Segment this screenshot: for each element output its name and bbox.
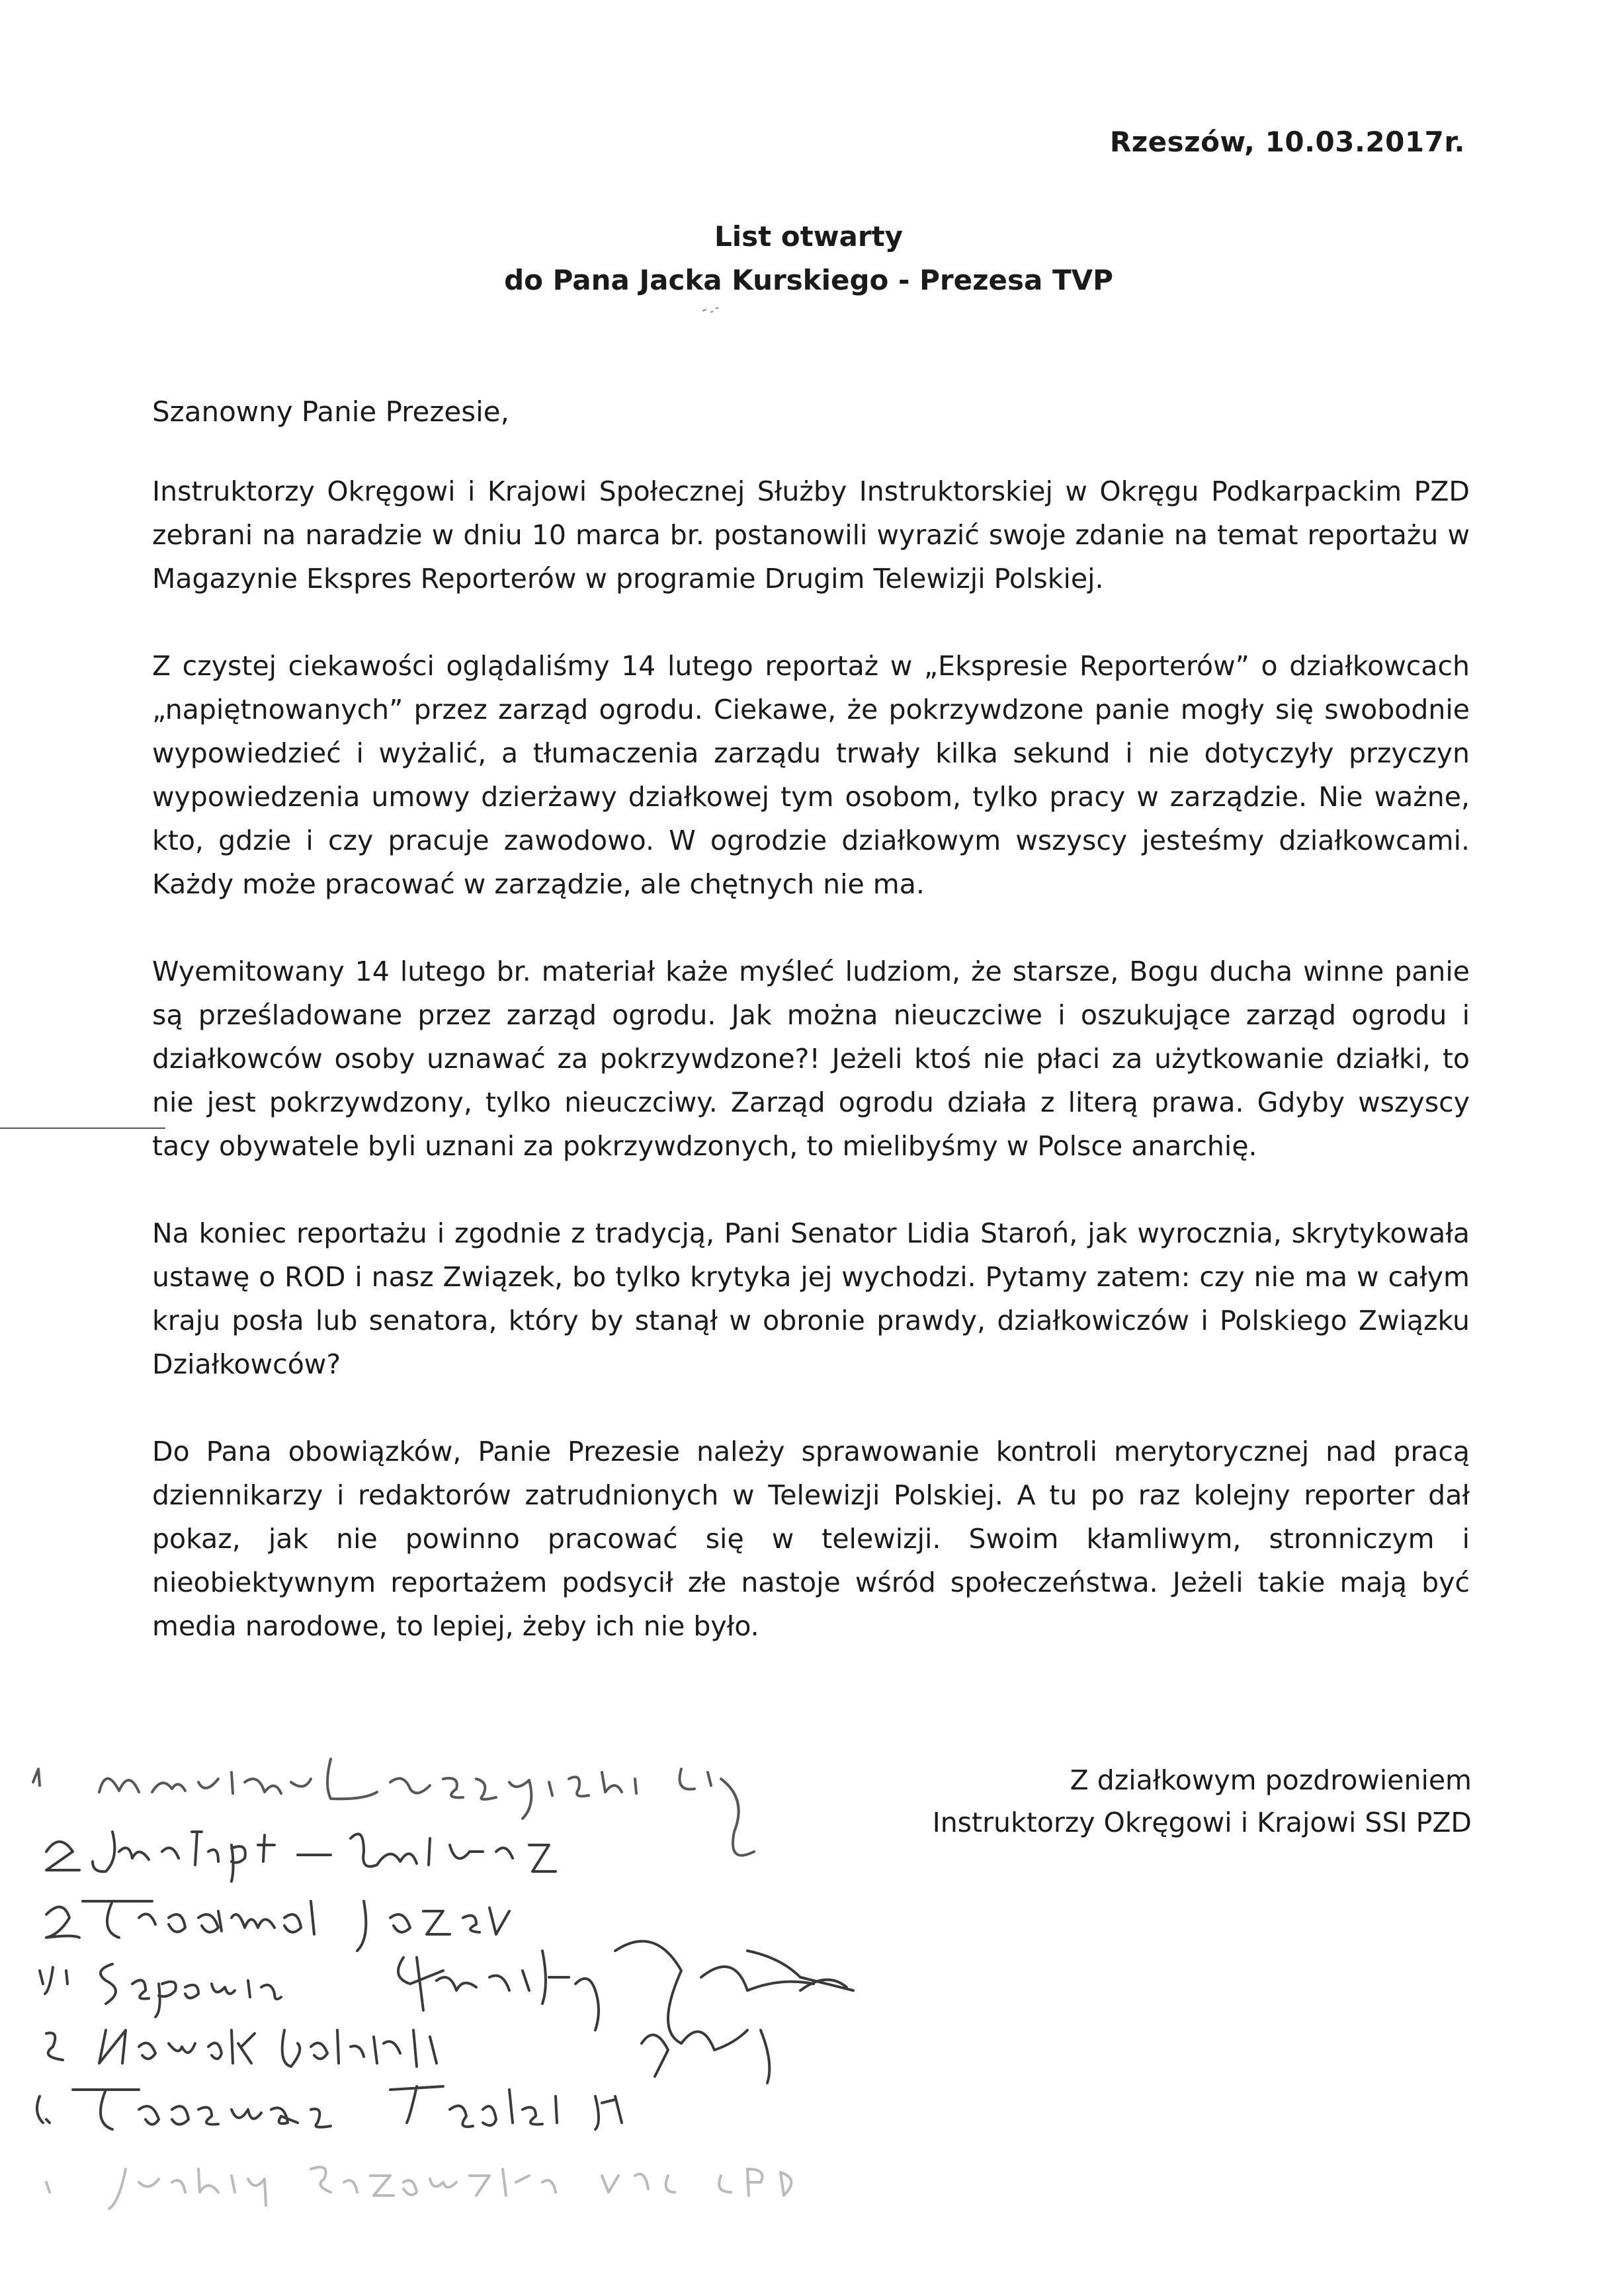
signature-7 <box>46 2167 791 2209</box>
signature-5 <box>46 2030 769 2083</box>
handwritten-signatures <box>20 1752 1012 2229</box>
closing-line-2: Instruktorzy Okręgowi i Krajowi SSI PZD <box>932 1807 1472 1838</box>
salutation: Szanowny Panie Prezesie, <box>152 395 509 428</box>
paragraph-3: Wyemitowany 14 lutego br. materiał każe myśleć ludziom, że starsze, Bogu ducha winne panie są prześladowane przez zarząd ogrodu. Jak można nieuczciwe i oszukujące zarząd ogrodu i działkowców osoby uznawać za pokrzywdzone?! Jeżeli ktoś nie płaci za użytkowanie działki, to nie jest pokrzywdzony, tylko nieuczciwy. Zarząd ogrodu działa z literą prawa. Gdyby wszyscy tacy obywatele byli uznani za pokrzywdzonych, to mielibyśmy w Polsce anarchię. <box>152 956 1470 1162</box>
signature-6 <box>37 2086 622 2129</box>
title-line-1: List otwarty <box>714 220 904 253</box>
stray-mark <box>701 304 721 317</box>
signature-1 <box>33 1759 754 1856</box>
title-line-2: do Pana Jacka Kurskiego - Prezesa TVP <box>504 264 1113 296</box>
margin-line <box>0 1120 165 1122</box>
closing-line-1: Z działkowym pozdrowieniem <box>1070 1764 1472 1796</box>
signatures-drawing <box>20 1752 1012 2229</box>
place-date: Rzeszów, 10.03.2017r. <box>1109 126 1465 158</box>
signature-2 <box>46 1832 556 1881</box>
letter-title <box>0 215 1604 302</box>
signature-3 <box>46 1901 509 1951</box>
letter-body <box>152 470 1470 1692</box>
paragraph-4: Na koniec reportażu i zgodnie z tradycją, Pani Senator Lidia Staroń, jak wyrocznia, skrytykowała ustawę o ROD i nasz Związek, bo tylko krytyka jej wychodzi. Pytamy zatem: czy nie ma w całym kraju posła lub senatora, który by stanął w obronie prawdy, działkowiczów i Polskiego Związku Działkowców? <box>152 1217 1470 1380</box>
signature-4 <box>40 1941 853 2043</box>
paragraph-5: Do Pana obowiązków, Panie Prezesie należy sprawowanie kontroli merytorycznej nad pracą dziennikarzy i redaktorów zatrudnionych w Telewizji Polskiej. A tu po raz kolejny reporter dał pokaz, jak nie powinno pracować się w telewizji. Swoim kłamliwym, stronniczym i nieobiektywnym reportażem podsycił złe nastoje wśród społeczeństwa. Jeżeli takie mają być media narodowe, to lepiej, żeby ich nie było. <box>152 1436 1470 1642</box>
paragraph-2: Z czystej ciekawości oglądaliśmy 14 lutego reportaż w „Ekspresie Reporterów” o działkowcach „napiętnowanych” przez zarząd ogrodu. Ciekawe, że pokrzywdzone panie mogły się swobodnie wypowiedzieć i wyżalić, a tłumaczenia zarządu trwały kilka sekund i nie dotyczyły przyczyn wypowiedzenia umowy dzierżawy działkowej tym osobom, tylko pracy w zarządzie. Nie ważne, kto, gdzie i czy pracuje zawodowo. W ogrodzie działkowym wszyscy jesteśmy działkowcami. Każdy może pracować w zarządzie, ale chętnych nie ma. <box>152 650 1470 900</box>
closing-block <box>933 1759 1472 1844</box>
paragraph-1: Instruktorzy Okręgowi i Krajowi Społecznej Służby Instruktorskiej w Okręgu Podkarpackim PZD zebrani na naradzie w dniu 10 marca br. postanowili wyrazić swoje zdanie na temat reportażu w Magazynie Ekspres Reporterów w programie Drugim Telewizji Polskiej. <box>152 475 1470 594</box>
